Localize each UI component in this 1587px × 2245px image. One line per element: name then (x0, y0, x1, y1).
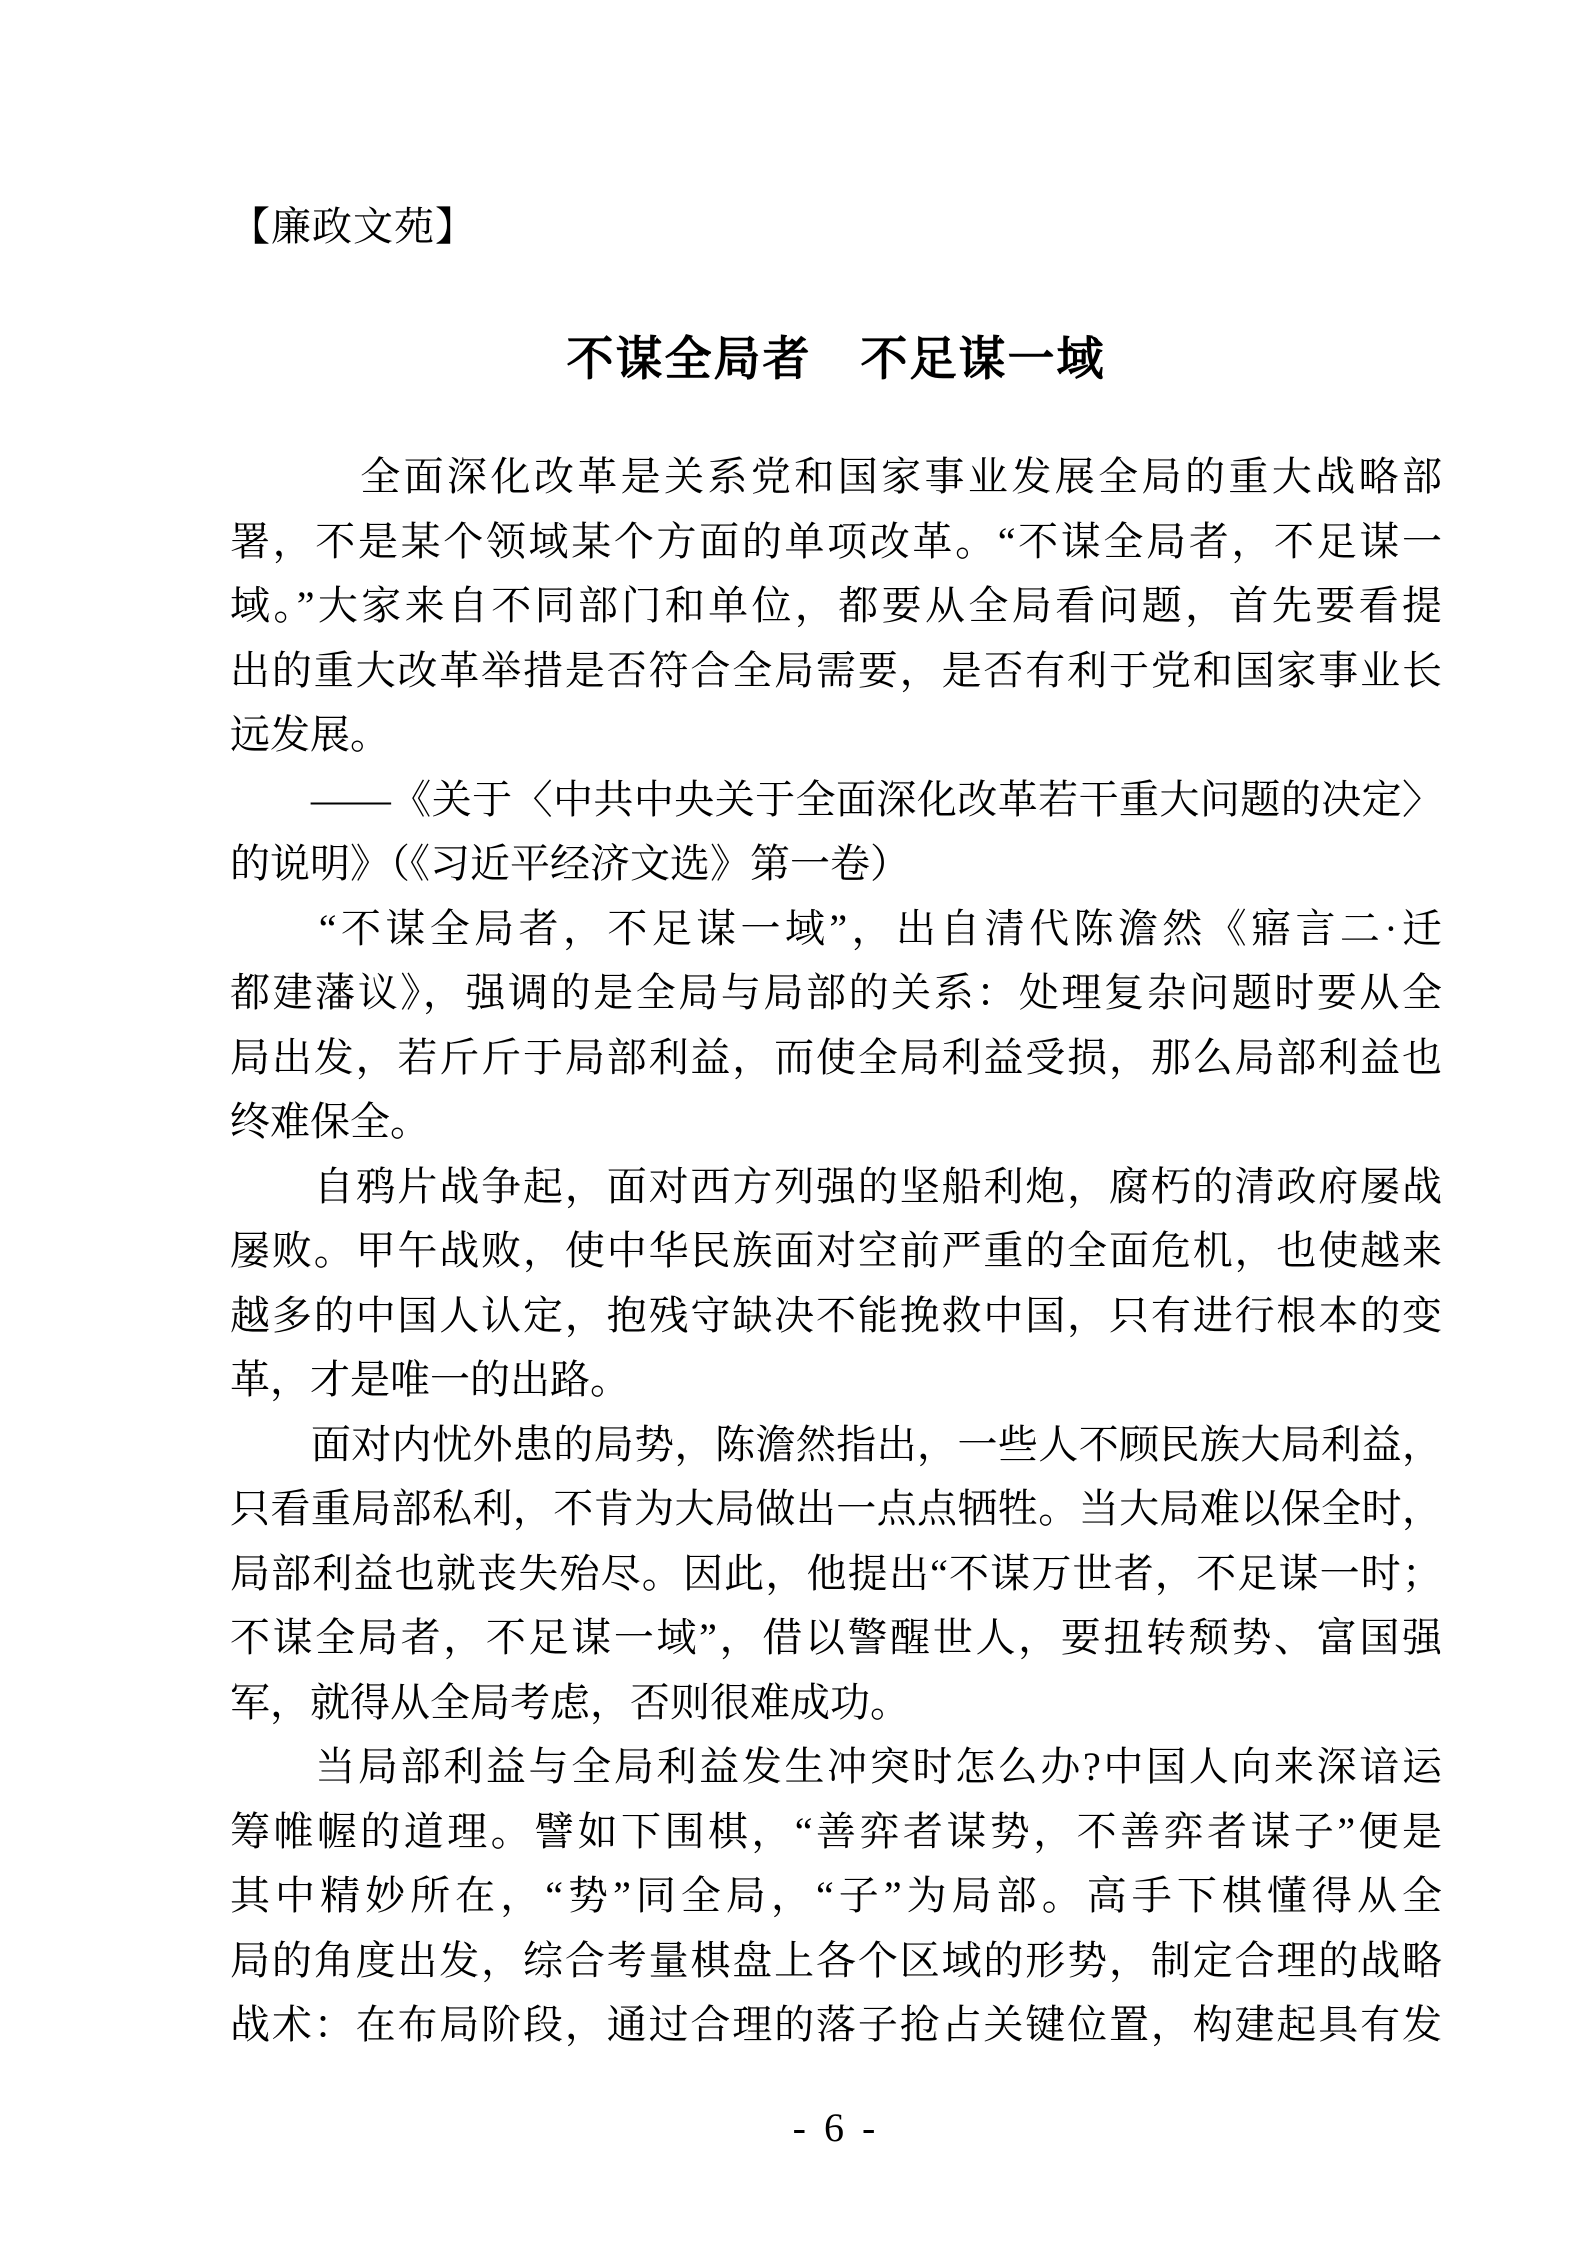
text-line: 局出发，若斤斤于局部利益，而使全局利益受损，那么局部利益也 (230, 1034, 1442, 1080)
text-line: 域。”大家来自不同部门和单位，都要从全局看问题，首先要看提 (230, 583, 1442, 628)
text-line: 当局部利益与全局利益发生冲突时怎么办?中国人向来深谙运 (230, 1744, 1442, 1789)
text-line: 都建藩议》，强调的是全局与局部的关系：处理复杂问题时要从全 (230, 970, 1442, 1015)
paragraph (230, 445, 1442, 768)
text-line: 的说明》（《习近平经济文选》第一卷） (230, 841, 910, 886)
text-line: 面对内忧外患的局势，陈澹然指出，一些人不顾民族大局利益， (230, 1421, 1442, 1467)
paragraph (230, 897, 1442, 1155)
text-line: “不谋全局者，不足谋一域”，出自清代陈澹然《寤言二·迁 (230, 905, 1442, 951)
text-line: 局部利益也就丧失殆尽。因此，他提出“不谋万世者，不足谋一时； (230, 1550, 1442, 1596)
text-line: 战术：在布局阶段，通过合理的落子抢占关键位置，构建起具有发 (230, 2002, 1442, 2047)
paragraph (230, 1413, 1442, 1736)
paragraph (230, 768, 1442, 897)
text-line: 自鸦片战争起，面对西方列强的坚船利炮，腐朽的清政府屡战 (230, 1163, 1442, 1209)
text-line: 只看重局部私利，不肯为大局做出一点点牺牲。当大局难以保全时， (230, 1486, 1442, 1531)
text-line: 越多的中国人认定，抱残守缺决不能挽救中国，只有进行根本的变 (230, 1292, 1442, 1338)
text-line: 屡败。甲午战败，使中华民族面对空前严重的全面危机，也使越来 (230, 1228, 1442, 1273)
text-line: 署，不是某个领域某个方面的单项改革。“不谋全局者，不足谋一 (230, 518, 1442, 564)
page-number: - 6 - (792, 2104, 880, 2150)
column-header: 【廉政文苑】 (230, 204, 476, 249)
text-line: 军，就得从全局考虑，否则很难成功。 (230, 1679, 910, 1725)
text-line: 革，才是唯一的出路。 (230, 1357, 630, 1402)
text-line: 终难保全。 (230, 1099, 430, 1144)
text-line: 筹帷幄的道理。譬如下围棋，“善弈者谋势，不善弈者谋子”便是 (230, 1808, 1442, 1854)
article-body (230, 445, 1442, 2058)
text-line: 全面深化改革是关系党和国家事业发展全局的重大战略部 (230, 454, 1442, 499)
paragraph (230, 1155, 1442, 1413)
text-line: 出的重大改革举措是否符合全局需要，是否有利于党和国家事业长 (230, 647, 1442, 693)
text-line: 远发展。 (230, 712, 390, 757)
text-line: 其中精妙所在，“势”同全局，“子”为局部。高手下棋懂得从全 (230, 1873, 1442, 1918)
paragraph (230, 1735, 1442, 2058)
text-line: 不谋全局者，不足谋一域”，借以警醒世人，要扭转颓势、富国强 (230, 1615, 1442, 1660)
article-title: 不谋全局者 不足谋一域 (566, 334, 1106, 386)
text-line: 局的角度出发，综合考量棋盘上各个区域的形势，制定合理的战略 (230, 1937, 1442, 1983)
text-line: ——《关于〈中共中央关于全面深化改革若干重大问题的决定〉 (230, 776, 1442, 822)
